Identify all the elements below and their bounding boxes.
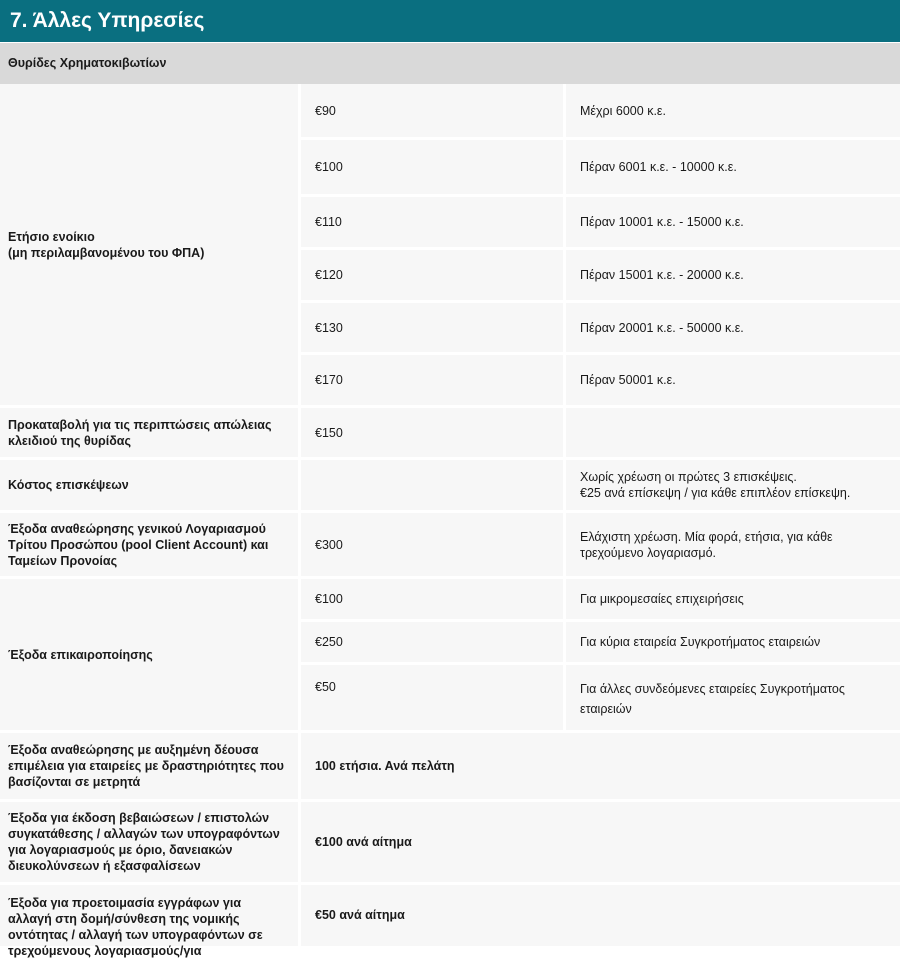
documents-label: Έξοδα για προετοιμασία εγγράφων για αλλαγή στη δομή/σύνθεση της νομικής οντότητας / αλλαγή των υπογραφόντων σε τρεχούμενους λογαριασμούς/για: [0, 885, 301, 949]
pool-label: Έξοδα αναθεώρησης γενικού Λογαριασμού Τρίτου Προσώπου (pool Client Account) και Ταμείων Προνοίας: [0, 513, 301, 579]
certificates-value: €100 ανά αίτημα: [301, 802, 900, 885]
update-desc: Για άλλες συνδεόμενες εταιρείες Συγκροτήματος εταιρειών: [566, 665, 900, 733]
rent-label: Ετήσιο ενοίκιο (μη περιλαμβανομένου του ΦΠΑ): [0, 84, 301, 408]
rent-desc: Πέραν 15001 κ.ε. - 20000 κ.ε.: [566, 250, 900, 303]
rent-price: €90: [301, 84, 566, 140]
pool-price: €300: [301, 513, 566, 579]
rent-price: €130: [301, 303, 566, 355]
pool-desc: Ελάχιστη χρέωση. Μία φορά, ετήσια, για κάθε τρεχούμενο λογαριασμό.: [566, 513, 900, 579]
rent-price: €100: [301, 140, 566, 197]
rent-desc: Πέραν 10001 κ.ε. - 15000 κ.ε.: [566, 197, 900, 250]
update-price: €250: [301, 622, 566, 665]
deposit-desc: [566, 408, 900, 460]
rent-desc: Πέραν 50001 κ.ε.: [566, 355, 900, 408]
deposit-label: Προκαταβολή για τις περιπτώσεις απώλειας κλειδιού της θυρίδας: [0, 408, 301, 460]
section-header: Θυρίδες Χρηματοκιβωτίων: [0, 43, 900, 84]
update-label: Έξοδα επικαιροποίησης: [0, 579, 301, 733]
update-price: €50: [301, 665, 566, 733]
deposit-price: €150: [301, 408, 566, 460]
page-title: 7. Άλλες Υπηρεσίες: [0, 0, 900, 42]
review-label: Έξοδα αναθεώρησης με αυξημένη δέουσα επιμέλεια για εταιρείες με δραστηριότητες που βασίζονται σε μετρητά: [0, 733, 301, 802]
update-desc: Για κύρια εταιρεία Συγκροτήματος εταιρειών: [566, 622, 900, 665]
update-price: €100: [301, 579, 566, 622]
rent-price: €110: [301, 197, 566, 250]
rent-desc: Μέχρι 6000 κ.ε.: [566, 84, 900, 140]
visits-label: Κόστος επισκέψεων: [0, 460, 301, 513]
rent-price: €120: [301, 250, 566, 303]
review-value: 100 ετήσια. Ανά πελάτη: [301, 733, 900, 802]
documents-value: €50 ανά αίτημα: [301, 885, 900, 949]
rent-desc: Πέραν 20001 κ.ε. - 50000 κ.ε.: [566, 303, 900, 355]
visits-price: [301, 460, 566, 513]
certificates-label: Έξοδα για έκδοση βεβαιώσεων / επιστολών συγκατάθεσης / αλλαγών των υπογραφόντων για λογαριασμούς με όριο, δανειακών διευκολύνσεων ή εξασφαλίσεων: [0, 802, 301, 885]
rent-price: €170: [301, 355, 566, 408]
update-desc: Για μικρομεσαίες επιχειρήσεις: [566, 579, 900, 622]
visits-desc: Χωρίς χρέωση οι πρώτες 3 επισκέψεις. €25 ανά επίσκεψη / για κάθε επιπλέον επίσκεψη.: [566, 460, 900, 513]
rent-desc: Πέραν 6001 κ.ε. - 10000 κ.ε.: [566, 140, 900, 197]
